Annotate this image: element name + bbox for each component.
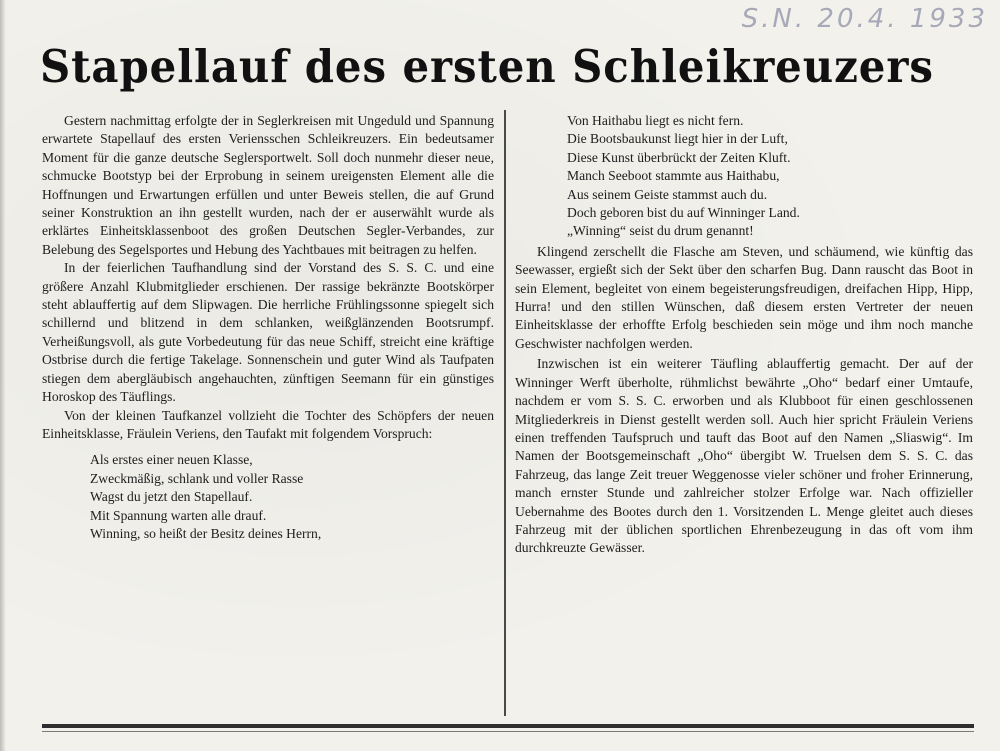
verse-line: Doch geboren bist du auf Winninger Land. bbox=[567, 205, 800, 221]
verse-line: Die Bootsbaukunst liegt hier in der Luft, bbox=[567, 131, 788, 147]
handwritten-date-annotation: S.N. 20.4. 1933 bbox=[741, 4, 988, 34]
paragraph: In der feierlichen Taufhandlung sind der Vorstand des S. S. C. und eine größere Anzahl Klubmitglieder erschienen. Der rassige bekränzte Bootskörper steht ablauffertig auf dem Slipwagen. Die herrliche Frühlingssonne spiegelt sich schillernd und blitzend in dem schlanken, weißglänzenden Bootsrumpf. Verheißungsvoll, als gute Vorbedeutung für das neue Schiff, streicht eine kräftige Ostbrise durch die fertige Takelage. Sonnenschein und guter Wind als Taufpaten stiegen dem abergläubisch angehauchten, zünftigen Seemann für ein günstiges Horoskop des Täuflings. bbox=[42, 260, 494, 405]
headline: Stapellauf des ersten Schleikreuzers bbox=[40, 40, 934, 93]
verse-block bbox=[42, 451, 494, 543]
verse-line: „Winning“ seist du drum genannt! bbox=[567, 223, 754, 239]
verse-line: Mit Spannung warten alle drauf. bbox=[90, 507, 267, 523]
verse-line: Diese Kunst überbrückt der Zeiten Kluft. bbox=[567, 149, 791, 165]
paragraph: Klingend zerschellt die Flasche am Steven, und schäumend, wie künftig das Seewasser, ergießt sich der Sekt über den scharfen Bug. Dann rauscht das Boot in sein Element, begleitet von einem begeisterungsfreudigen, dreifachen Hipp, Hipp, Hurra! und den stillen Wünschen, daß diesem ersten Vertreter der neuen Einheitsklasse der erhoffte Erfolg beschieden sein möge und ihm noch manche Geschwister nachfolgen werden. bbox=[515, 243, 973, 351]
right-column bbox=[515, 112, 973, 558]
scan-edge-shadow bbox=[0, 0, 6, 751]
verse-line: Wagst du jetzt den Stapellauf. bbox=[90, 489, 253, 505]
verse-line: Aus seinem Geiste stammst auch du. bbox=[567, 186, 768, 202]
paragraph: Von der kleinen Taufkanzel vollzieht die Tochter des Schöpfers der neuen Einheitsklasse, Fräulein Veriens, den Taufakt mit folgendem Vorspruch: bbox=[42, 407, 494, 441]
verse-line: Zweckmäßig, schlank und voller Rasse bbox=[90, 470, 304, 486]
paragraph: Gestern nachmittag erfolgte der in Seglerkreisen mit Ungeduld und Spannung erwartete Stapellauf des ersten Veriensschen Schleikreuzers. Ein bedeutsamer Moment für die ganze deutsche Seglersportwelt. Soll doch nunmehr dieser neue, schmucke Bootstyp bei der Erprobung in seinem ureigensten Element alle die Hoffnungen und Erwartungen erfüllen und unter Beweis stellen, die auf Grund seiner Konstruktion an ihn gestellt wurden, nach der er auserwählt wurde als erklärtes Einheitsklassenboot des großen Deutschen Segler-Verbandes, zur Belebung des Segelsportes und Hebung des Yachtbaues mit beitragen zu helfen. bbox=[42, 113, 494, 257]
paragraph: Inzwischen ist ein weiterer Täufling ablauffertig gemacht. Der auf der Winninger Werft überholte, rühmlichst bewährte „Oho“ bedarf einer Umtaufe, nachdem er vom S. S. C. erworben und als Klubboot für einen geschlossenen Mitgliederkreis in Dienst gestellt werden soll. Auch hier spricht Fräulein Veriens einen treffenden Taufspruch und tauft das Boot auf den Namen „Sliaswig“. Im Namen der Bootsgemeinschaft „Oho“ übergibt W. Truelsen dem S. S. C. das Fahrzeug, das lange Zeit treuer Weggenosse vieler schöner und froher Erinnerung, manch ernster Stunde und zahlreicher stolzer Erfolge war. Nach offizieller Uebernahme des Bootes durch den 1. Vorsitzenden L. Menge gleitet auch dieses Fahrzeug mit der üblichen sportlichen Ehrenbezeugung in das oft vom ihm durchkreuzte Gewässer. bbox=[515, 356, 973, 556]
bottom-rule bbox=[42, 724, 974, 728]
verse-block bbox=[515, 112, 973, 241]
left-column bbox=[42, 112, 494, 543]
verse-line: Als erstes einer neuen Klasse, bbox=[90, 452, 253, 468]
column-divider bbox=[504, 110, 506, 716]
bottom-rule-thin bbox=[42, 731, 974, 732]
verse-line: Manch Seeboot stammte aus Haithabu, bbox=[567, 168, 780, 184]
verse-line: Winning, so heißt der Besitz deines Herrn, bbox=[90, 525, 322, 541]
verse-line: Von Haithabu liegt es nicht fern. bbox=[567, 113, 744, 128]
